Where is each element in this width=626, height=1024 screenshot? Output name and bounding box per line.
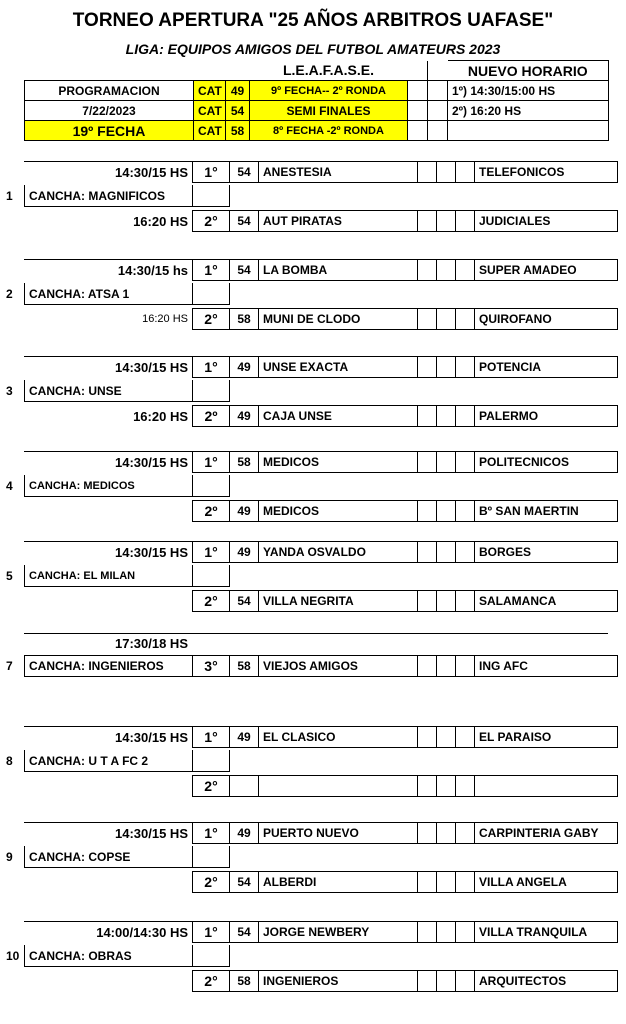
home-team: AUT PIRATAS	[258, 210, 418, 232]
spacer-cell	[192, 945, 230, 967]
game-time	[24, 871, 193, 893]
header-table	[24, 60, 609, 141]
score-cell	[455, 541, 475, 563]
game-row	[24, 871, 618, 893]
org-name: L.E.A.F.A.S.E.	[282, 62, 374, 79]
game-category: 54	[229, 210, 259, 232]
cancha-label: CANCHA: MEDICOS	[24, 475, 193, 497]
game-category: 49	[229, 726, 259, 748]
score-cell	[455, 822, 475, 844]
game-row	[24, 822, 618, 844]
score-cell	[436, 161, 456, 183]
game-time: 14:30/15 HS	[24, 822, 193, 844]
score-cell	[417, 210, 437, 232]
score-cell	[436, 356, 456, 378]
game-category: 54	[229, 590, 259, 612]
game-category: 58	[229, 655, 259, 677]
fecha-cell: 19º FECHA	[25, 121, 194, 141]
score-cell	[436, 822, 456, 844]
spacer-cell	[192, 185, 230, 207]
score-cell	[417, 822, 437, 844]
game-order: 2º	[192, 405, 230, 427]
score-cell	[455, 308, 475, 330]
away-team: VILLA TRANQUILA	[474, 921, 618, 943]
score-cell	[455, 259, 475, 281]
game-order: 1°	[192, 921, 230, 943]
home-team	[258, 775, 418, 797]
game-category: 49	[229, 405, 259, 427]
game-time: 14:30/15 HS	[24, 541, 193, 563]
game-order: 2º	[192, 500, 230, 522]
home-team: MUNI DE CLODO	[258, 308, 418, 330]
game-time: 14:00/14:30 HS	[24, 921, 193, 943]
game-order: 1°	[192, 541, 230, 563]
cancha-row	[24, 846, 230, 868]
game-row	[24, 308, 618, 330]
score-cell	[455, 210, 475, 232]
game-row	[24, 356, 618, 378]
game-row	[24, 259, 618, 281]
game-time: 14:30/15 HS	[24, 726, 193, 748]
game-time: 16:20 HS	[24, 405, 193, 427]
cancha-row	[24, 185, 230, 207]
page-subtitle: LIGA: EQUIPOS AMIGOS DEL FUTBOL AMATEURS 2023	[125, 41, 501, 57]
game-order: 2°	[192, 871, 230, 893]
game-row	[24, 590, 618, 612]
game-category: 49	[229, 356, 259, 378]
match-number: 2	[6, 287, 13, 301]
game-category: 58	[229, 451, 259, 473]
spacer-cell	[192, 750, 230, 772]
away-team: VILLA ANGELA	[474, 871, 618, 893]
score-cell	[455, 655, 475, 677]
score-cell	[417, 541, 437, 563]
game-row	[24, 726, 618, 748]
game-order: 1°	[192, 822, 230, 844]
away-team: ARQUITECTOS	[474, 970, 618, 992]
score-cell	[436, 210, 456, 232]
game-time	[24, 590, 193, 612]
game-category: 58	[229, 308, 259, 330]
cat-desc: 8º FECHA -2º RONDA	[250, 121, 408, 141]
match-number: 3	[6, 384, 13, 398]
spacer-cell	[192, 283, 230, 305]
cancha-row	[24, 283, 230, 305]
game-category	[229, 775, 259, 797]
game-order: 2°	[192, 590, 230, 612]
home-team: VILLA NEGRITA	[258, 590, 418, 612]
score-cell	[417, 970, 437, 992]
home-team: PUERTO NUEVO	[258, 822, 418, 844]
spacer-cell	[192, 475, 230, 497]
cancha-row	[24, 565, 230, 587]
away-team: PALERMO	[474, 405, 618, 427]
spacer-cell	[192, 565, 230, 587]
score-cell	[455, 356, 475, 378]
home-team: ALBERDI	[258, 871, 418, 893]
score-cell	[455, 921, 475, 943]
score-cell	[417, 451, 437, 473]
spacer-cell	[192, 846, 230, 868]
game-time: 14:30/15 HS	[24, 356, 193, 378]
home-team: EL CLASICO	[258, 726, 418, 748]
home-team: LA BOMBA	[258, 259, 418, 281]
game-row	[24, 451, 618, 473]
score-cell	[417, 775, 437, 797]
match-number: 9	[6, 850, 13, 864]
score-cell	[436, 451, 456, 473]
cancha-label: CANCHA: U T A FC 2	[24, 750, 193, 772]
score-cell	[417, 500, 437, 522]
game-category: 49	[229, 500, 259, 522]
score-cell	[417, 356, 437, 378]
horario-1: 1º) 14:30/15:00 HS	[448, 81, 609, 101]
game-category: 54	[229, 161, 259, 183]
score-cell	[436, 970, 456, 992]
match-number: 10	[6, 949, 20, 963]
game-order: 3°	[192, 655, 230, 677]
away-team: SUPER AMADEO	[474, 259, 618, 281]
away-team: POLITECNICOS	[474, 451, 618, 473]
match-number: 1	[6, 189, 13, 203]
date-cell: 7/22/2023	[25, 101, 194, 121]
game-category: 54	[229, 921, 259, 943]
score-cell	[455, 451, 475, 473]
cancha-label: CANCHA: EL MILAN	[24, 565, 193, 587]
score-cell	[436, 655, 456, 677]
cancha-label: CANCHA: OBRAS	[24, 945, 193, 967]
match-number: 8	[6, 754, 13, 768]
score-cell	[455, 161, 475, 183]
game-order: 2°	[192, 210, 230, 232]
cat-label: CAT	[194, 121, 226, 141]
horario-3	[448, 121, 609, 141]
home-team: YANDA OSVALDO	[258, 541, 418, 563]
home-team: MEDICOS	[258, 500, 418, 522]
away-team: JUDICIALES	[474, 210, 618, 232]
home-team: UNSE EXACTA	[258, 356, 418, 378]
spacer-cell	[192, 380, 230, 402]
game-time	[24, 775, 193, 797]
game-time: 14:30/15 hs	[24, 259, 193, 281]
score-cell	[455, 590, 475, 612]
home-team: CAJA UNSE	[258, 405, 418, 427]
nuevo-horario-header: NUEVO HORARIO	[448, 61, 609, 81]
score-cell	[455, 970, 475, 992]
game-category: 54	[229, 259, 259, 281]
game-time	[24, 500, 193, 522]
game-category: 58	[229, 970, 259, 992]
game-order: 1°	[192, 259, 230, 281]
score-cell	[436, 871, 456, 893]
game-category: 49	[229, 822, 259, 844]
game-row	[24, 921, 618, 943]
cat-label: CAT	[194, 101, 226, 121]
programacion-label: PROGRAMACION	[25, 81, 194, 101]
game-category: 54	[229, 871, 259, 893]
score-cell	[417, 726, 437, 748]
cancha-row	[24, 380, 230, 402]
home-team: VIEJOS AMIGOS	[258, 655, 418, 677]
game-time: 16:20 HS	[24, 308, 193, 330]
score-cell	[417, 405, 437, 427]
game-row	[24, 405, 618, 427]
game-order: 2°	[192, 308, 230, 330]
score-cell	[417, 259, 437, 281]
away-team: POTENCIA	[474, 356, 618, 378]
cat-desc: 9º FECHA-- 2º RONDA	[250, 81, 408, 101]
game-row	[24, 541, 618, 563]
score-cell	[436, 500, 456, 522]
match-number: 4	[6, 479, 13, 493]
away-team: EL PARAISO	[474, 726, 618, 748]
cat-num: 49	[226, 81, 250, 101]
game-row	[24, 500, 618, 522]
score-cell	[455, 871, 475, 893]
game-order: 1°	[192, 161, 230, 183]
score-cell	[436, 726, 456, 748]
score-cell	[417, 921, 437, 943]
score-cell	[436, 541, 456, 563]
game-row	[24, 970, 618, 992]
game-order: 2°	[192, 775, 230, 797]
away-team: Bº SAN MAERTIN	[474, 500, 618, 522]
score-cell	[436, 405, 456, 427]
away-team: ING AFC	[474, 655, 618, 677]
game-order: 2°	[192, 970, 230, 992]
away-team: CARPINTERIA GABY	[474, 822, 618, 844]
horario-2: 2º) 16:20 HS	[448, 101, 609, 121]
away-team: BORGES	[474, 541, 618, 563]
score-cell	[417, 871, 437, 893]
game-time	[24, 970, 193, 992]
match-number: 5	[6, 569, 13, 583]
cat-num: 58	[226, 121, 250, 141]
score-cell	[417, 590, 437, 612]
cancha-label: CANCHA: UNSE	[24, 380, 193, 402]
cancha-label: CANCHA: COPSE	[24, 846, 193, 868]
cancha-row	[24, 945, 230, 967]
game-order: 1°	[192, 726, 230, 748]
cat-num: 54	[226, 101, 250, 121]
score-cell	[455, 775, 475, 797]
score-cell	[436, 590, 456, 612]
score-cell	[436, 308, 456, 330]
game-row	[24, 775, 618, 797]
game-time: 14:30/15 HS	[24, 451, 193, 473]
score-cell	[455, 726, 475, 748]
score-cell	[436, 921, 456, 943]
cancha-label: CANCHA: INGENIEROS	[24, 655, 193, 677]
game-order: 1°	[192, 356, 230, 378]
game-row	[24, 161, 618, 183]
away-team: TELEFONICOS	[474, 161, 618, 183]
away-team: QUIROFANO	[474, 308, 618, 330]
game-time: 16:20 HS	[24, 210, 193, 232]
home-team: MEDICOS	[258, 451, 418, 473]
game-category: 49	[229, 541, 259, 563]
score-cell	[417, 308, 437, 330]
game-row	[24, 655, 618, 677]
score-cell	[436, 775, 456, 797]
match-number: 7	[6, 659, 13, 673]
home-team: INGENIEROS	[258, 970, 418, 992]
game-time: 14:30/15 HS	[24, 161, 193, 183]
page-title: TORNEO APERTURA "25 AÑOS ARBITROS UAFASE"	[72, 10, 554, 31]
score-cell	[436, 259, 456, 281]
score-cell	[455, 500, 475, 522]
cancha-row	[24, 475, 230, 497]
cancha-label: CANCHA: MAGNIFICOS	[24, 185, 193, 207]
score-cell	[455, 405, 475, 427]
game-row	[24, 210, 618, 232]
score-cell	[417, 161, 437, 183]
cat-desc: SEMI FINALES	[250, 101, 408, 121]
home-team: ANESTESIA	[258, 161, 418, 183]
away-team: SALAMANCA	[474, 590, 618, 612]
cat-label: CAT	[194, 81, 226, 101]
home-team: JORGE NEWBERY	[258, 921, 418, 943]
match-time: 17:30/18 HS	[115, 636, 188, 651]
game-order: 1°	[192, 451, 230, 473]
away-team	[474, 775, 618, 797]
score-cell	[417, 655, 437, 677]
cancha-label: CANCHA: ATSA 1	[24, 283, 193, 305]
cancha-row	[24, 750, 230, 772]
